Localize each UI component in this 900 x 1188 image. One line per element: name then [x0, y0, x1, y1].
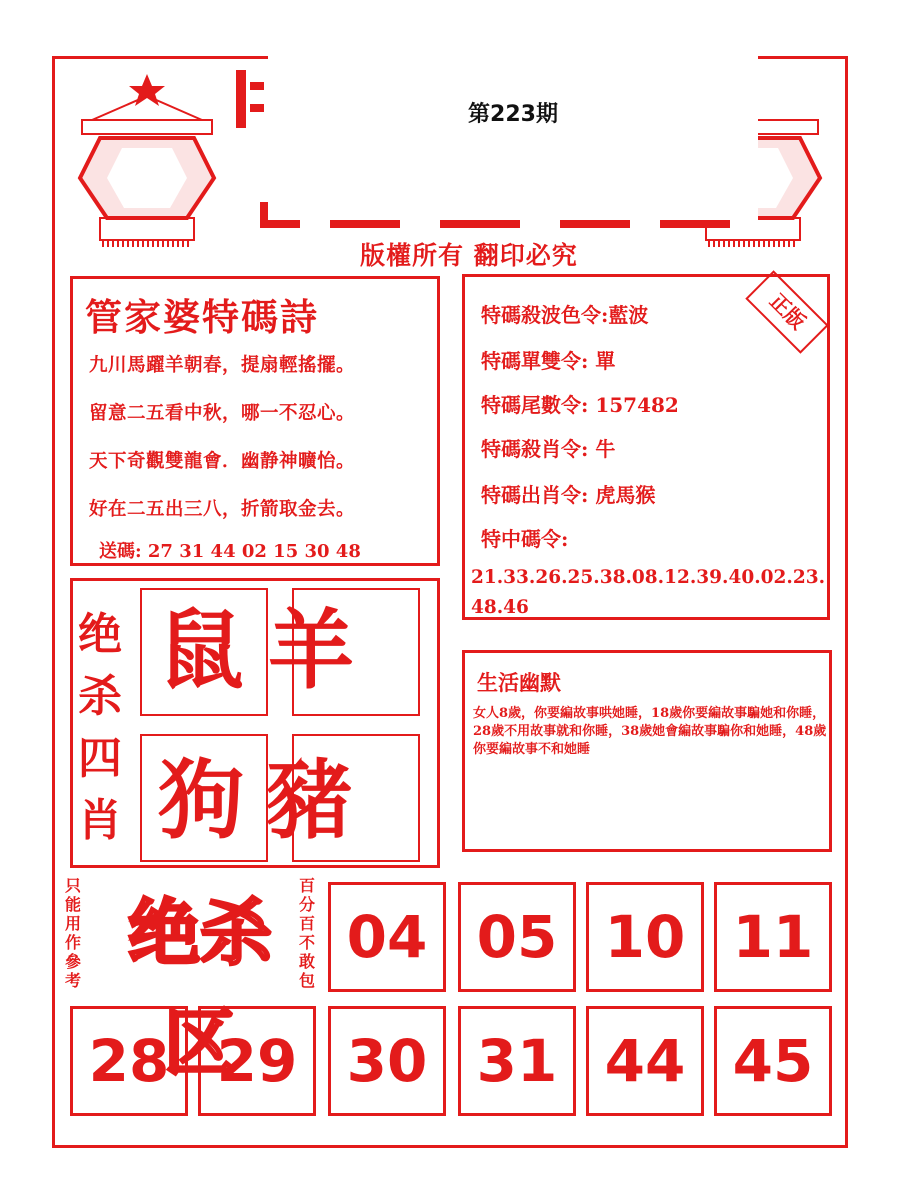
poem-line-4: 好在二五出三八，折箭取金去。: [89, 499, 356, 520]
kill-number: 29: [216, 1027, 298, 1095]
order-tail: 特碼尾數令: 157482: [481, 393, 679, 417]
humor-panel: [462, 650, 832, 852]
issue-panel: [268, 55, 758, 220]
zodiac-rat: 鼠: [158, 601, 244, 701]
kill-number: 10: [604, 903, 686, 971]
zodiac-side-3: 四: [78, 733, 122, 784]
kill-number-cell: [198, 1006, 316, 1116]
kill-number: 04: [346, 903, 428, 971]
lantern-left-icon: [62, 68, 232, 268]
poem-title: 管家婆特碼詩: [85, 295, 319, 339]
zodiac-dog: 狗: [158, 751, 244, 851]
zodiac-side-1: 绝: [78, 609, 122, 660]
issue-number: 第223期: [468, 102, 558, 127]
kill-number-cell: [714, 882, 832, 992]
kill-number: 11: [732, 903, 814, 971]
zodiac-pig: 豬: [266, 751, 352, 851]
poem-panel: [70, 276, 440, 566]
zodiac-goat: 羊: [268, 601, 354, 701]
kill-number-cell: [458, 1006, 576, 1116]
order-hit-numbers-2: 48.46: [471, 597, 529, 618]
kill-number-cell: [586, 1006, 704, 1116]
kill-number-cell: [328, 882, 446, 992]
order-hit-numbers-1: 21.33.26.25.38.08.12.39.40.02.23.: [471, 567, 826, 588]
kill-number-cell: [714, 1006, 832, 1116]
poem-line-2: 留意二五看中秋，哪一不忍心。: [89, 403, 356, 424]
humor-text: 女人8歲，你要編故事哄她睡，18歲你要編故事騙她和你睡，28歲不用故事就和你睡，38歲她會編故事騙你和她睡，48歲你要編故事不和她睡: [473, 706, 827, 757]
zodiac-side-2: 杀: [78, 671, 122, 722]
kill-number: 28: [88, 1027, 170, 1095]
kill-number-cell: [328, 1006, 446, 1116]
kill-number-cell: [458, 882, 576, 992]
logo-fragment-icon: [232, 64, 268, 134]
kill-number: 05: [476, 903, 558, 971]
order-kill-zodiac: 特碼殺肖令: 牛: [481, 437, 616, 461]
kill-number-cell: [70, 1006, 188, 1116]
poem-line-1: 九川馬躍羊朝春，提扇輕搖擺。: [89, 355, 356, 376]
kill-number: 44: [604, 1027, 686, 1095]
humor-title: 生活幽默: [477, 670, 561, 695]
zodiac-side-4: 肖: [78, 795, 122, 846]
genuine-stamp: 正版: [745, 270, 828, 353]
order-out-zodiac: 特碼出肖令: 虎馬猴: [481, 483, 656, 507]
copyright-notice: 版權所有 翻印必究: [360, 241, 578, 270]
kill-number-cell: [586, 882, 704, 992]
kill-number: 31: [476, 1027, 558, 1095]
order-hit-label: 特中碼令:: [481, 527, 569, 551]
order-wave: 特碼殺波色令:藍波: [481, 303, 649, 327]
poem-line-3: 天下奇觀雙龍會．幽静神曠怡。: [89, 451, 356, 472]
kill-zone-title: 绝杀区: [127, 891, 272, 1085]
kill-zone-right-note: 百分百不敢包: [298, 876, 315, 990]
kill-number: 30: [346, 1027, 428, 1095]
order-single-double: 特碼單雙令: 單: [481, 349, 616, 373]
kill-zone-left-note: 只能用作參考: [64, 876, 81, 990]
kill-number: 45: [732, 1027, 814, 1095]
poem-send-numbers: 送碼: 27 31 44 02 15 30 48: [99, 541, 361, 562]
